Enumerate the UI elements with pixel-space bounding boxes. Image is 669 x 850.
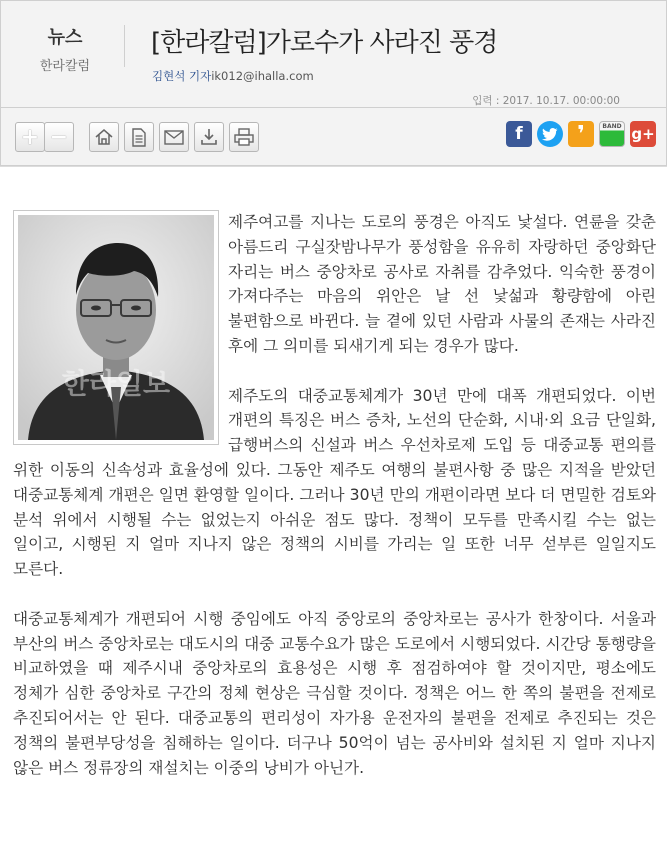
band-icon: BAND (602, 123, 622, 130)
kakaostory-share-button[interactable] (568, 121, 594, 147)
article-title: [한라칼럼]가로수가 사라진 풍경 (151, 28, 498, 58)
home-icon (94, 128, 114, 146)
minus-icon: − (49, 124, 69, 150)
download-icon (200, 128, 218, 146)
photo-watermark: 한라일보 (61, 367, 171, 400)
home-button[interactable] (89, 122, 119, 152)
content-divider (0, 166, 667, 167)
kakaostory-icon: ❜ (577, 121, 585, 147)
band-share-button[interactable] (599, 121, 625, 147)
byline (152, 68, 314, 84)
article-paragraph: 제주여고를 지나는 도로의 풍경은 아직도 낯설다. 연륜을 갖춘 아름드리 구실잣밤나무가 풍성함을 유유히 자랑하던 중앙화단 자리는 버스 중앙차로 공사로 자취를 감추었다. 익숙한 풍경이 가져다주는 마음의 위안은 날 선 낯섦과 황량함에 아린 불편함으로 바뀐다. 늘 곁에 있던 사람과 사물의 존재는 사라진 후에 그 의미를 되새기게 되는 경우가 많다. (228, 213, 656, 355)
googleplus-share-button[interactable] (630, 121, 656, 147)
article-header (0, 0, 667, 108)
publish-date: 입력 : 2017. 10.17. 00:00:00 (472, 95, 620, 107)
twitter-share-button[interactable] (537, 121, 563, 147)
email-button[interactable] (159, 122, 189, 152)
article-body (13, 210, 656, 805)
mail-icon (164, 130, 184, 145)
font-increase-button[interactable] (15, 122, 45, 152)
plus-icon: + (20, 124, 40, 150)
download-button[interactable] (194, 122, 224, 152)
twitter-bird-icon (542, 128, 558, 141)
article-paragraph: 대중교통체계가 개편되어 시행 중임에도 아직 중앙로의 중앙차로는 공사가 한창이다. 서울과 부산의 버스 중앙차로는 대도시의 대중 교통수요가 많은 도로에서 시행되었다. 시간당 통행량을 비교하였을 때 제주시내 중앙차로의 효용성은 시행 후 점검하여야 할 것이지만, 평소에도 정체가 심한 중앙차로 구간의 정체 현상은 극심할 것이다. 정책은 어느 한 쪽의 불편을 전제로 추진되어서는 안 된다. 대중교통의 편리성이 자가용 운전자의 불편을 전제로 추진되는 것은 정책의 불편부당성을 침해하는 일이다. 더구나 50억이 넘는 공사비와 설치된 지 얼마 지나지 않은 버스 정류장의 재설치는 이중의 낭비가 아닌가. (13, 609, 656, 777)
reporter-name[interactable]: 김현석 기자 (152, 69, 212, 83)
section-title[interactable]: 뉴스 (47, 27, 83, 48)
photo-spacer (13, 210, 228, 446)
article-paragraph: 제주도의 대중교통체계가 30년 만에 대폭 개편되었다. 이번 개편의 특징은 버스 증차, 노선의 단순화, 시내·외 요금 단일화, 급행버스의 신설과 버스 우선차로제 도입 등 대중교통 편의를 위한 이동의 신속성과 효율성에 있다. 그동안 제주도 여행의 불편사항 중 많은 지적을 받았던 대중교통체계 개편은 일면 환영할 일이다. 그러나 30년 만의 개편이라면 보다 더 면밀한 검토와 분석 위에서 시행될 수는 없었는지 아쉬운 점도 많다. 정책이 모두를 만족시킬 수는 없는 일이고, 시행된 지 얼마 지나지 않은 정책의 시비를 가리는 일 또한 너무 섣부른 일일지도 모른다. (13, 386, 656, 579)
facebook-icon: f (515, 124, 523, 144)
list-button[interactable] (124, 122, 154, 152)
font-decrease-button[interactable] (44, 122, 74, 152)
section-subtitle[interactable]: 한라칼럼 (39, 59, 91, 74)
print-icon (234, 128, 254, 146)
facebook-share-button[interactable] (506, 121, 532, 147)
document-icon (131, 128, 147, 147)
article-toolbar (0, 108, 667, 166)
print-button[interactable] (229, 122, 259, 152)
section-label (23, 23, 107, 74)
reporter-email[interactable]: ik012@ihalla.com (211, 69, 314, 83)
header-divider (124, 25, 125, 67)
googleplus-icon: g+ (631, 125, 655, 143)
